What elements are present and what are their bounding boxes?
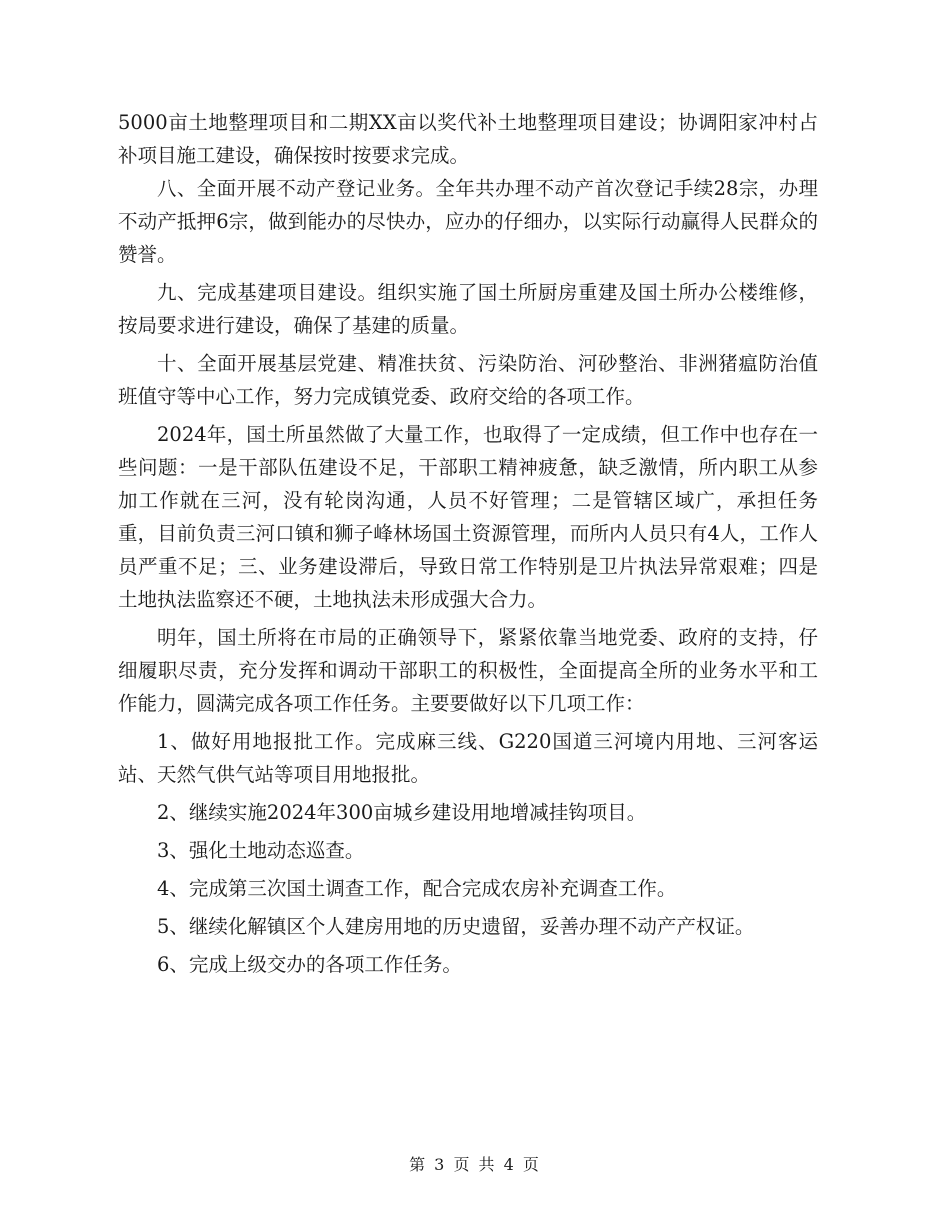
paragraph-problems: 2024年，国土所虽然做了大量工作，也取得了一定成绩，但工作中也存在一些问题：一是干部队伍建设不足，干部职工精神疲惫，缺乏激情，所内职工从参加工作就在三河，没有轮岗沟通，人员不好管理；二是管辖区域广，承担任务重，目前负责三河口镇和狮子峰林场国土资源管理，而所内人员只有4人，工作人员严重不足；三、业务建设滞后，导致日常工作特别是卫片执法异常艰难；四是土地执法监察还不硬，土地执法未形成强大合力。 [118, 423, 818, 611]
page-number-footer: 第 3 页 共 4 页 [409, 1155, 541, 1174]
plan-item-1: 1、做好用地报批工作。完成麻三线、G220国道三河境内用地、三河客运站、天然气供气站等项目用地报批。 [118, 730, 818, 786]
document-body [118, 106, 818, 981]
plan-item-2: 2、继续实施2024年300亩城乡建设用地增减挂钩项目。 [157, 801, 647, 824]
plan-item-4: 4、完成第三次国土调查工作，配合完成农房补充调查工作。 [157, 877, 677, 900]
paragraph-item-8: 八、全面开展不动产登记业务。全年共办理不动产首次登记手续28宗，办理不动产抵押6宗，做到能办的尽快办，应办的仔细办，以实际行动赢得人民群众的赞誉。 [118, 177, 818, 266]
paragraph-item-9: 九、完成基建项目建设。组织实施了国土所厨房重建及国土所办公楼维修，按局要求进行建设，确保了基建的质量。 [118, 281, 818, 337]
paragraph-item-10: 十、全面开展基层党建、精准扶贫、污染防治、河砂整治、非洲猪瘟防治值班值守等中心工作，努力完成镇党委、政府交给的各项工作。 [118, 352, 818, 408]
plan-item-5: 5、继续化解镇区个人建房用地的历史遗留，妥善办理不动产产权证。 [157, 915, 755, 938]
plan-item-3: 3、强化土地动态巡查。 [157, 839, 365, 862]
plan-item-6: 6、完成上级交办的各项工作任务。 [157, 953, 462, 976]
paragraph-next-year: 明年，国土所将在市局的正确领导下，紧紧依靠当地党委、政府的支持，仔细履职尽责，充分发挥和调动干部职工的积极性，全面提高全所的业务水平和工作能力，圆满完成各项工作任务。主要要做好以下几项工作： [118, 626, 818, 715]
paragraph-continuation: 5000亩土地整理项目和二期XX亩以奖代补土地整理项目建设；协调阳家冲村占补项目施工建设，确保按时按要求完成。 [118, 111, 818, 167]
